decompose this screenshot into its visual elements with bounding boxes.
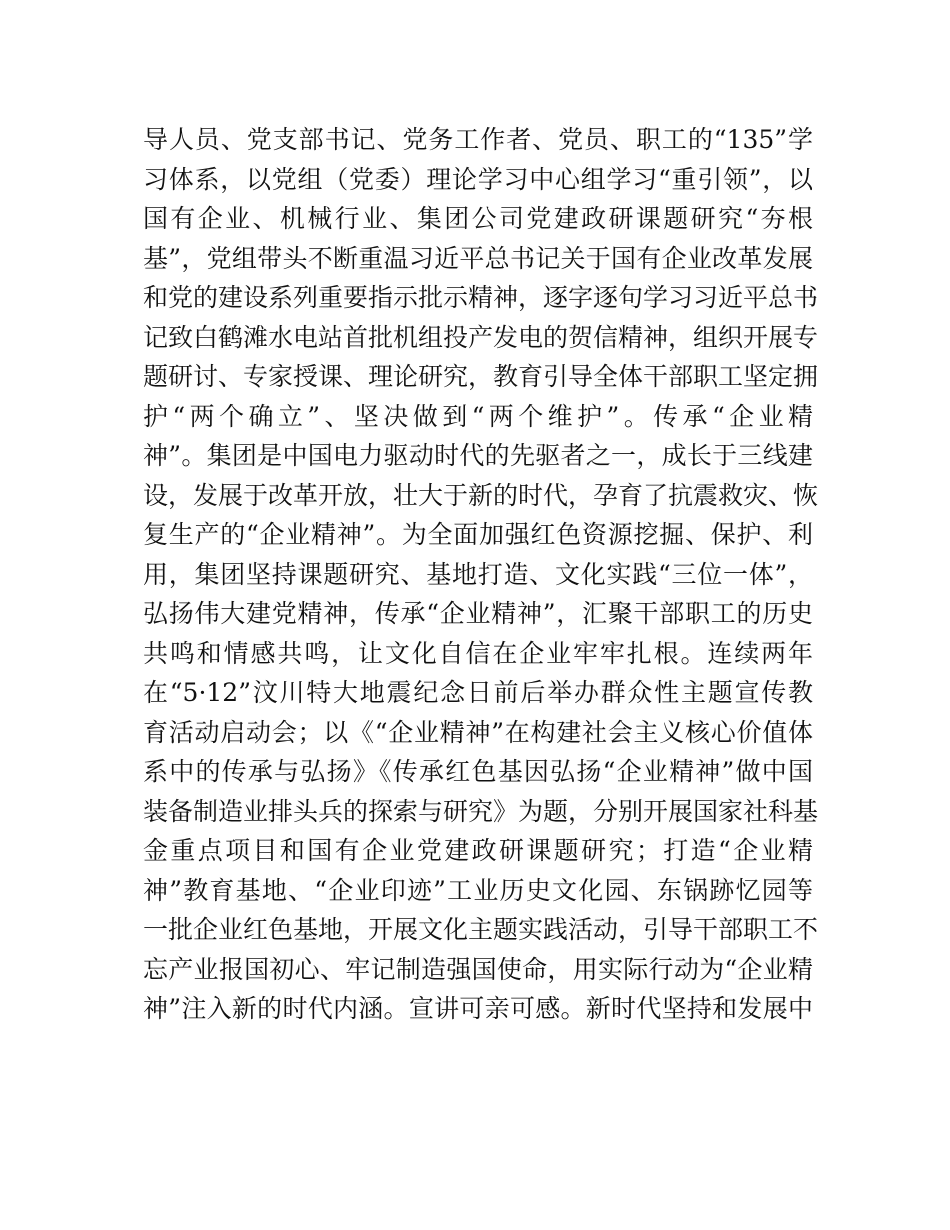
body-paragraph xyxy=(143,120,819,1029)
text-line: 忘产业报国初心、牢记制造强国使命，用实际行动为“企业精 xyxy=(143,954,813,984)
text-line: 题研讨、专家授课、理论研究，教育引导全体干部职工坚定拥 xyxy=(143,362,819,391)
text-line: 神”。集团是中国电力驱动时代的先驱者之一，成长于三线建 xyxy=(143,441,813,470)
text-line: 育活动启动会；以《“企业精神”在构建社会主义核心价值体 xyxy=(143,717,813,747)
text-line: 国有企业、机械行业、集团公司党建政研课题研究“夯根 xyxy=(143,204,813,233)
text-line: 习体系，以党组（党委）理论学习中心组学习“重引领”，以 xyxy=(143,164,813,194)
text-line: 共鸣和情感共鸣，让文化自信在企业牢牢扎根。连续两年 xyxy=(143,638,813,668)
text-line: 复生产的“企业精神”。为全面加强红色资源挖掘、保护、利 xyxy=(143,520,813,549)
text-line: 系中的传承与弘扬》《传承红色基因弘扬“企业精神”做中国 xyxy=(143,757,813,786)
text-line: 导人员、党支部书记、党务工作者、党员、职工的“135”学 xyxy=(143,125,813,154)
text-line: 一批企业红色基地，开展文化主题实践活动，引导干部职工不 xyxy=(143,915,819,944)
text-line: 用，集团坚持课题研究、基地打造、文化实践“三位一体”， xyxy=(143,559,813,589)
text-line: 基”，党组带头不断重温习近平总书记关于国有企业改革发展 xyxy=(143,243,813,273)
text-line: 金重点项目和国有企业党建政研课题研究；打造“企业精 xyxy=(143,836,813,865)
text-line: 神”注入新的时代内涵。宣讲可亲可感。新时代坚持和发展中 xyxy=(143,994,813,1023)
text-line: 装备制造业排头兵的探索与研究》为题，分别开展国家社科基 xyxy=(143,796,819,826)
text-line: 设，发展于改革开放，壮大于新的时代，孕育了抗震救灾、恢 xyxy=(143,480,819,510)
text-line: 和党的建设系列重要指示批示精神，逐字逐句学习习近平总书 xyxy=(143,283,819,312)
text-line: 弘扬伟大建党精神，传承“企业精神”，汇聚干部职工的历史 xyxy=(143,599,813,628)
text-line: 记致白鹤滩水电站首批机组投产发电的贺信精神，组织开展专 xyxy=(143,322,819,352)
text-line: 护“两个确立”、坚决做到“两个维护”。传承“企业精 xyxy=(143,401,813,431)
text-line: 神”教育基地、“企业印迹”工业历史文化园、东锅跡忆园等 xyxy=(143,875,813,905)
text-line: 在“5·12”汶川特大地震纪念日前后举办群众性主题宣传教 xyxy=(143,678,813,707)
